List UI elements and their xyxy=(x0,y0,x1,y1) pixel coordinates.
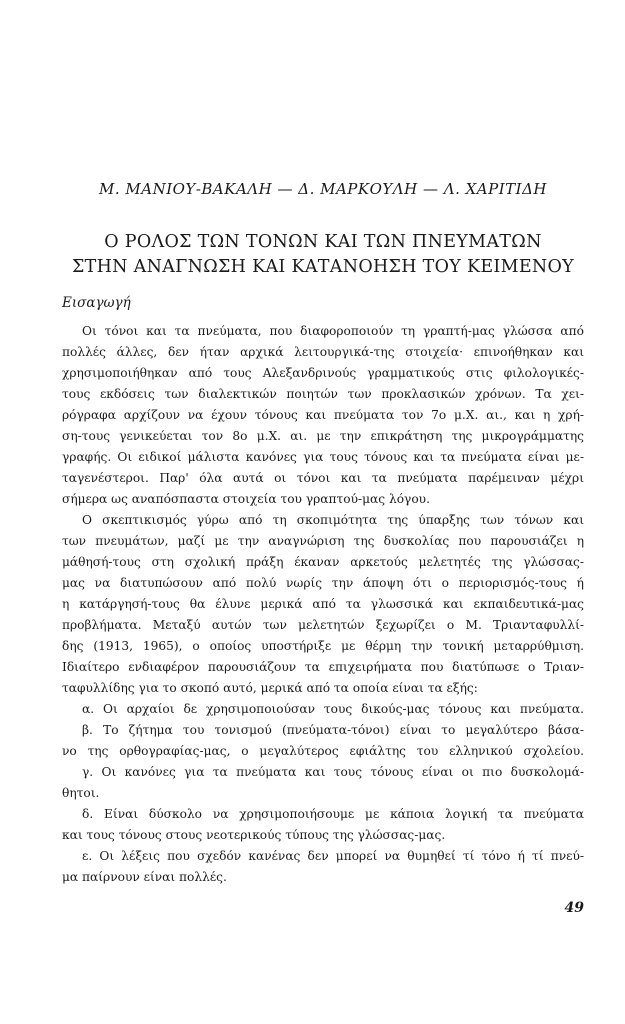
body-line: πολλές άλλες, δεν ήταν αρχικά λειτουργικά-της στοιχεία· επινοήθηκαν και xyxy=(62,345,584,359)
body-line: χρησιμοποιήθηκαν από τους Αλεξανδρινούς γραμματικούς στις φιλολογικές- xyxy=(62,366,584,380)
body-line: Ο σκεπτικισμός γύρω από τη σκοπιμότητα της ύπαρξης των τόνων και xyxy=(82,513,584,527)
section-heading-introduction: Εισαγωγή xyxy=(62,295,131,311)
list-item-gamma: γ. Οι κανόνες για τα πνεύματα και τους τόνους είναι οι πιο δυσκολομά- xyxy=(82,765,584,779)
body-line: η κατάργησή-τους θα έλυνε μερικά από τα γλωσσικά και εκπαιδευτικά-μας xyxy=(62,597,584,611)
title-line-2: ΣΤΗΝ ΑΝΑΓΝΩΣΗ ΚΑΙ ΚΑΤΑΝΟΗΣΗ ΤΟΥ ΚΕΙΜΕΝΟΥ xyxy=(71,257,575,277)
list-item-alpha: α. Οι αρχαίοι δε χρησιμοποιούσαν τους δικούς-μας τόνους και πνεύματα. xyxy=(82,702,584,716)
body-line: μας να διατυπώσουν από πολύ νωρίς την άποψη ότι ο περιορισμός-τους ή xyxy=(62,576,584,590)
body-line: δης (1913, 1965), ο οποίος υποστήριξε με θέρμη την τονική μεταρρύθμιση. xyxy=(62,639,584,653)
body-text xyxy=(62,321,584,888)
authors-line: Μ. ΜΑΝΙΟΥ-ΒΑΚΑΛΗ — Δ. ΜΑΡΚΟΥΛΗ — Λ. ΧΑΡΙΤΙΔΗ xyxy=(99,180,547,198)
title-line-1: Ο ΡΟΛΟΣ ΤΩΝ ΤΟΝΩΝ ΚΑΙ ΤΩΝ ΠΝΕΥΜΑΤΩΝ xyxy=(104,232,542,252)
body-line: Οι τόνοι και τα πνεύματα, που διαφοροποιούν τη γραπτή-μας γλώσσα από xyxy=(82,324,584,338)
list-item-gamma-cont: θητοι. xyxy=(62,786,100,800)
body-line: ταγενέστεροι. Παρ' όλα αυτά οι τόνοι και τα πνεύματα παρέμειναν μέχρι xyxy=(62,471,584,485)
body-line: ταφυλλίδης για το σκοπό αυτό, μερικά από τα οποία είναι τα εξής: xyxy=(62,681,478,695)
body-line: Ιδιαίτερο ενδιαφέρον παρουσιάζουν τα επιχειρήματα που διατύπωσε ο Τριαν- xyxy=(62,660,584,674)
page-number: 49 xyxy=(564,900,584,916)
body-line: προβλήματα. Μεταξύ αυτών των μελετητών ξεχωρίζει ο Μ. Τριανταφυλλί- xyxy=(62,618,584,632)
body-line: ση-τους γενικεύεται τον 8ο μ.Χ. αι. με την επικράτηση της μικρογράμματης xyxy=(62,429,584,443)
document-page xyxy=(62,0,584,1024)
list-item-delta: δ. Είναι δύσκολο να χρησιμοποιήσουμε με κάποια λογική τα πνεύματα xyxy=(82,807,584,821)
body-line: τους εκδόσεις των διαλεκτικών ποιητών των προκλασικών χρόνων. Τα χει- xyxy=(62,387,584,401)
body-line: σήμερα ως αναπόσπαστα στοιχεία του γραπτού-μας λόγου. xyxy=(62,492,430,506)
body-line: των πνευμάτων, μαζί με την αναγνώριση της δυσκολίας που παρουσιάζει η xyxy=(62,534,584,548)
body-line: ρόγραφα αρχίζουν να έχουν τόνους και πνεύματα τον 7ο μ.Χ. αι., και η χρή- xyxy=(62,408,584,422)
list-item-delta-cont: και τους τόνους στους νεοτερικούς τύπους της γλώσσας-μας. xyxy=(62,828,446,842)
list-item-epsilon: ε. Οι λέξεις που σχεδόν κανένας δεν μπορεί να θυμηθεί τί τόνο ή τί πνεύ- xyxy=(82,849,584,863)
article-title xyxy=(62,230,584,280)
list-item-beta-cont: νο της ορθογραφίας-μας, ο μεγαλύτερος εφιάλτης του ελληνικού σχολείου. xyxy=(62,744,584,758)
list-item-epsilon-cont: μα παίρνουν είναι πολλές. xyxy=(62,870,227,884)
body-line: μάθησή-τους στη σχολική πράξη έκαναν αρκετούς μελετητές της γλώσσας- xyxy=(62,555,584,569)
list-item-beta: β. Το ζήτημα του τονισμού (πνεύματα-τόνοι) είναι το μεγαλύτερο βάσα- xyxy=(82,723,584,737)
body-line: γραφής. Οι ειδικοί μάλιστα κανόνες για τους τόνους και τα πνεύματα είναι με- xyxy=(62,450,584,464)
